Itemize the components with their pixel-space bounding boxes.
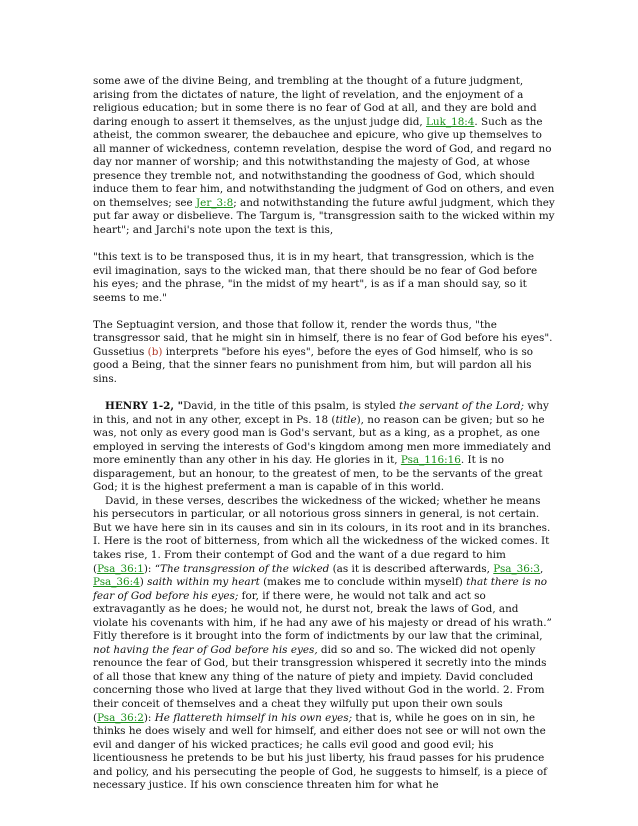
text: (makes me to conclude within myself) bbox=[259, 576, 467, 589]
text: . It is no disparagement, but an honour, to the greatest of men, to be the servants of the great God; it is the highest preferment a man is capable of in this world. bbox=[93, 454, 543, 494]
text: interprets "before his eyes", before the eyes of God himself, who is so good a Being, that the sinner fears no punishment from him, but will pardon all his sins. bbox=[93, 345, 534, 385]
italic-text: title bbox=[335, 413, 357, 426]
text: ): bbox=[143, 711, 155, 724]
italic-text: not having the fear of God before his eyes, bbox=[93, 643, 318, 656]
scripture-link-psa-36-1[interactable]: Psa_36:1 bbox=[97, 562, 144, 575]
henry-heading: HENRY 1-2, " bbox=[105, 399, 184, 412]
text: for, if there were, he would not talk and act so extravagantly as he does; he would not, he durst not, break the laws of God, and violate his covenants with him, if he had any awe of his majesty or dread of his wrath.” Fitly therefore is it brought into the form of indictments by our law that the criminal, bbox=[93, 589, 552, 643]
text: ) bbox=[139, 576, 148, 589]
scripture-link-psa-116-16[interactable]: Psa_116:16 bbox=[400, 454, 461, 467]
text: David, in the title of this psalm, is styled bbox=[183, 399, 400, 412]
text: I. Here is the root of bitterness, from which all the wickedness of the wicked comes. It takes rise, 1. From their contempt of God and the want of a due regard to him ( bbox=[93, 535, 550, 575]
scripture-link-luk-18-4[interactable]: Luk_18:4 bbox=[426, 115, 475, 128]
paragraph-1 bbox=[93, 75, 555, 238]
scripture-link-psa-36-4[interactable]: Psa_36:4 bbox=[93, 576, 140, 589]
text: (as it is described afterwards, bbox=[329, 562, 494, 575]
italic-text: The transgression of the wicked bbox=[160, 562, 330, 575]
text: ), no reason can be given; but so he was, not only as every good man is God's servant, but as a king, as a prophet, as one employed in serving the interests of God's kingdom among men more immediately and more eminently than any other in his day. He glories in it, bbox=[93, 413, 552, 467]
paragraph-6 bbox=[93, 535, 555, 792]
italic-text: saith within my heart bbox=[147, 576, 260, 589]
scripture-link-psa-36-3[interactable]: Psa_36:3 bbox=[493, 562, 541, 575]
italic-text: that there is no fear of God before his eyes; bbox=[93, 576, 548, 602]
text: why in this, and not in any other, except in Ps. 18 ( bbox=[93, 399, 549, 426]
paragraph-3 bbox=[93, 319, 555, 387]
text: ; and notwithstanding the future awful judgment, which they put far away or disbelieve. The Targum is, "transgression saith to the wicked within my heart"; and Jarchi's note upon the text is this, bbox=[93, 196, 555, 237]
text: ): “ bbox=[143, 562, 161, 575]
paragraph-5: David, in these verses, describes the wickedness of the wicked; whether he means his persecutors in particular, or all notorious gross sinners in general, is not certain. But we have here sin in its causes and sin in its colours, in its root and in its branches. bbox=[93, 494, 551, 534]
text: . Such as the atheist, the common swearer, the debauchee and epicure, who give up themselves to all manner of wickedness, contemn revelation, despise the word of God, and regard no day nor manner of worship; and this notwithstanding the majesty of God, at whose presence they tremble not, and notwithstanding the goodness of God, which should induce them to fear him, and notwithstanding the judgment of God on others, and even on themselves; see bbox=[93, 115, 555, 209]
paragraph-henry-heading bbox=[93, 400, 555, 495]
italic-text: the servant of the Lord; bbox=[399, 399, 525, 412]
paragraph-2-quote: "this text is to be transposed thus, it is in my heart, that transgression, which is the evil imagination, says to the wicked man, that there should be no fear of God before his eyes; and the phrase, "in the midst of my heart", is as if a man should say, so it seems to me." bbox=[93, 251, 538, 304]
italic-text: He flattereth himself in his own eyes; bbox=[154, 711, 353, 724]
text: some awe of the divine Being, and trembling at the thought of a future judgment, arising from the dictates of nature, the light of revelation, and the enjoyment of a religious education; but in some there is no fear of God at all, and they are bold and daring enough to assert it themselves, as the unjust judge did, bbox=[93, 75, 537, 128]
scripture-link-jer-3-8[interactable]: Jer_3:8 bbox=[196, 196, 234, 209]
text: , bbox=[540, 562, 544, 575]
document-page bbox=[93, 75, 555, 793]
text: did so and so. The wicked did not openly renounce the fear of God, but their transgression whispered it secretly into the minds of all those that knew any thing of the nature of piety and impiety. David concluded concerning those who lived at large that they lived without God in the world. 2. From their conceit of themselves and a cheat they wilfully put upon their own souls ( bbox=[93, 643, 547, 724]
text: that is, while he goes on in sin, he thinks he does wisely and well for himself, and either does not see or will not own the evil and danger of his wicked practices; he calls evil good and good evil; his licentiousness he pretends to be but his just liberty, his fraud passes for his prudence and policy, and his persecuting the people of God, he suggests to himself, is a piece of necessary justice. If his own conscience threaten him for what he bbox=[93, 711, 547, 792]
footnote-marker-b[interactable]: (b) bbox=[147, 345, 163, 358]
text: The Septuagint version, and those that follow it, render the words thus, "the transgressor said, that he might sin in himself, there is no fear of God before his eyes". Gussetius bbox=[93, 318, 553, 358]
scripture-link-psa-36-2[interactable]: Psa_36:2 bbox=[97, 711, 144, 724]
